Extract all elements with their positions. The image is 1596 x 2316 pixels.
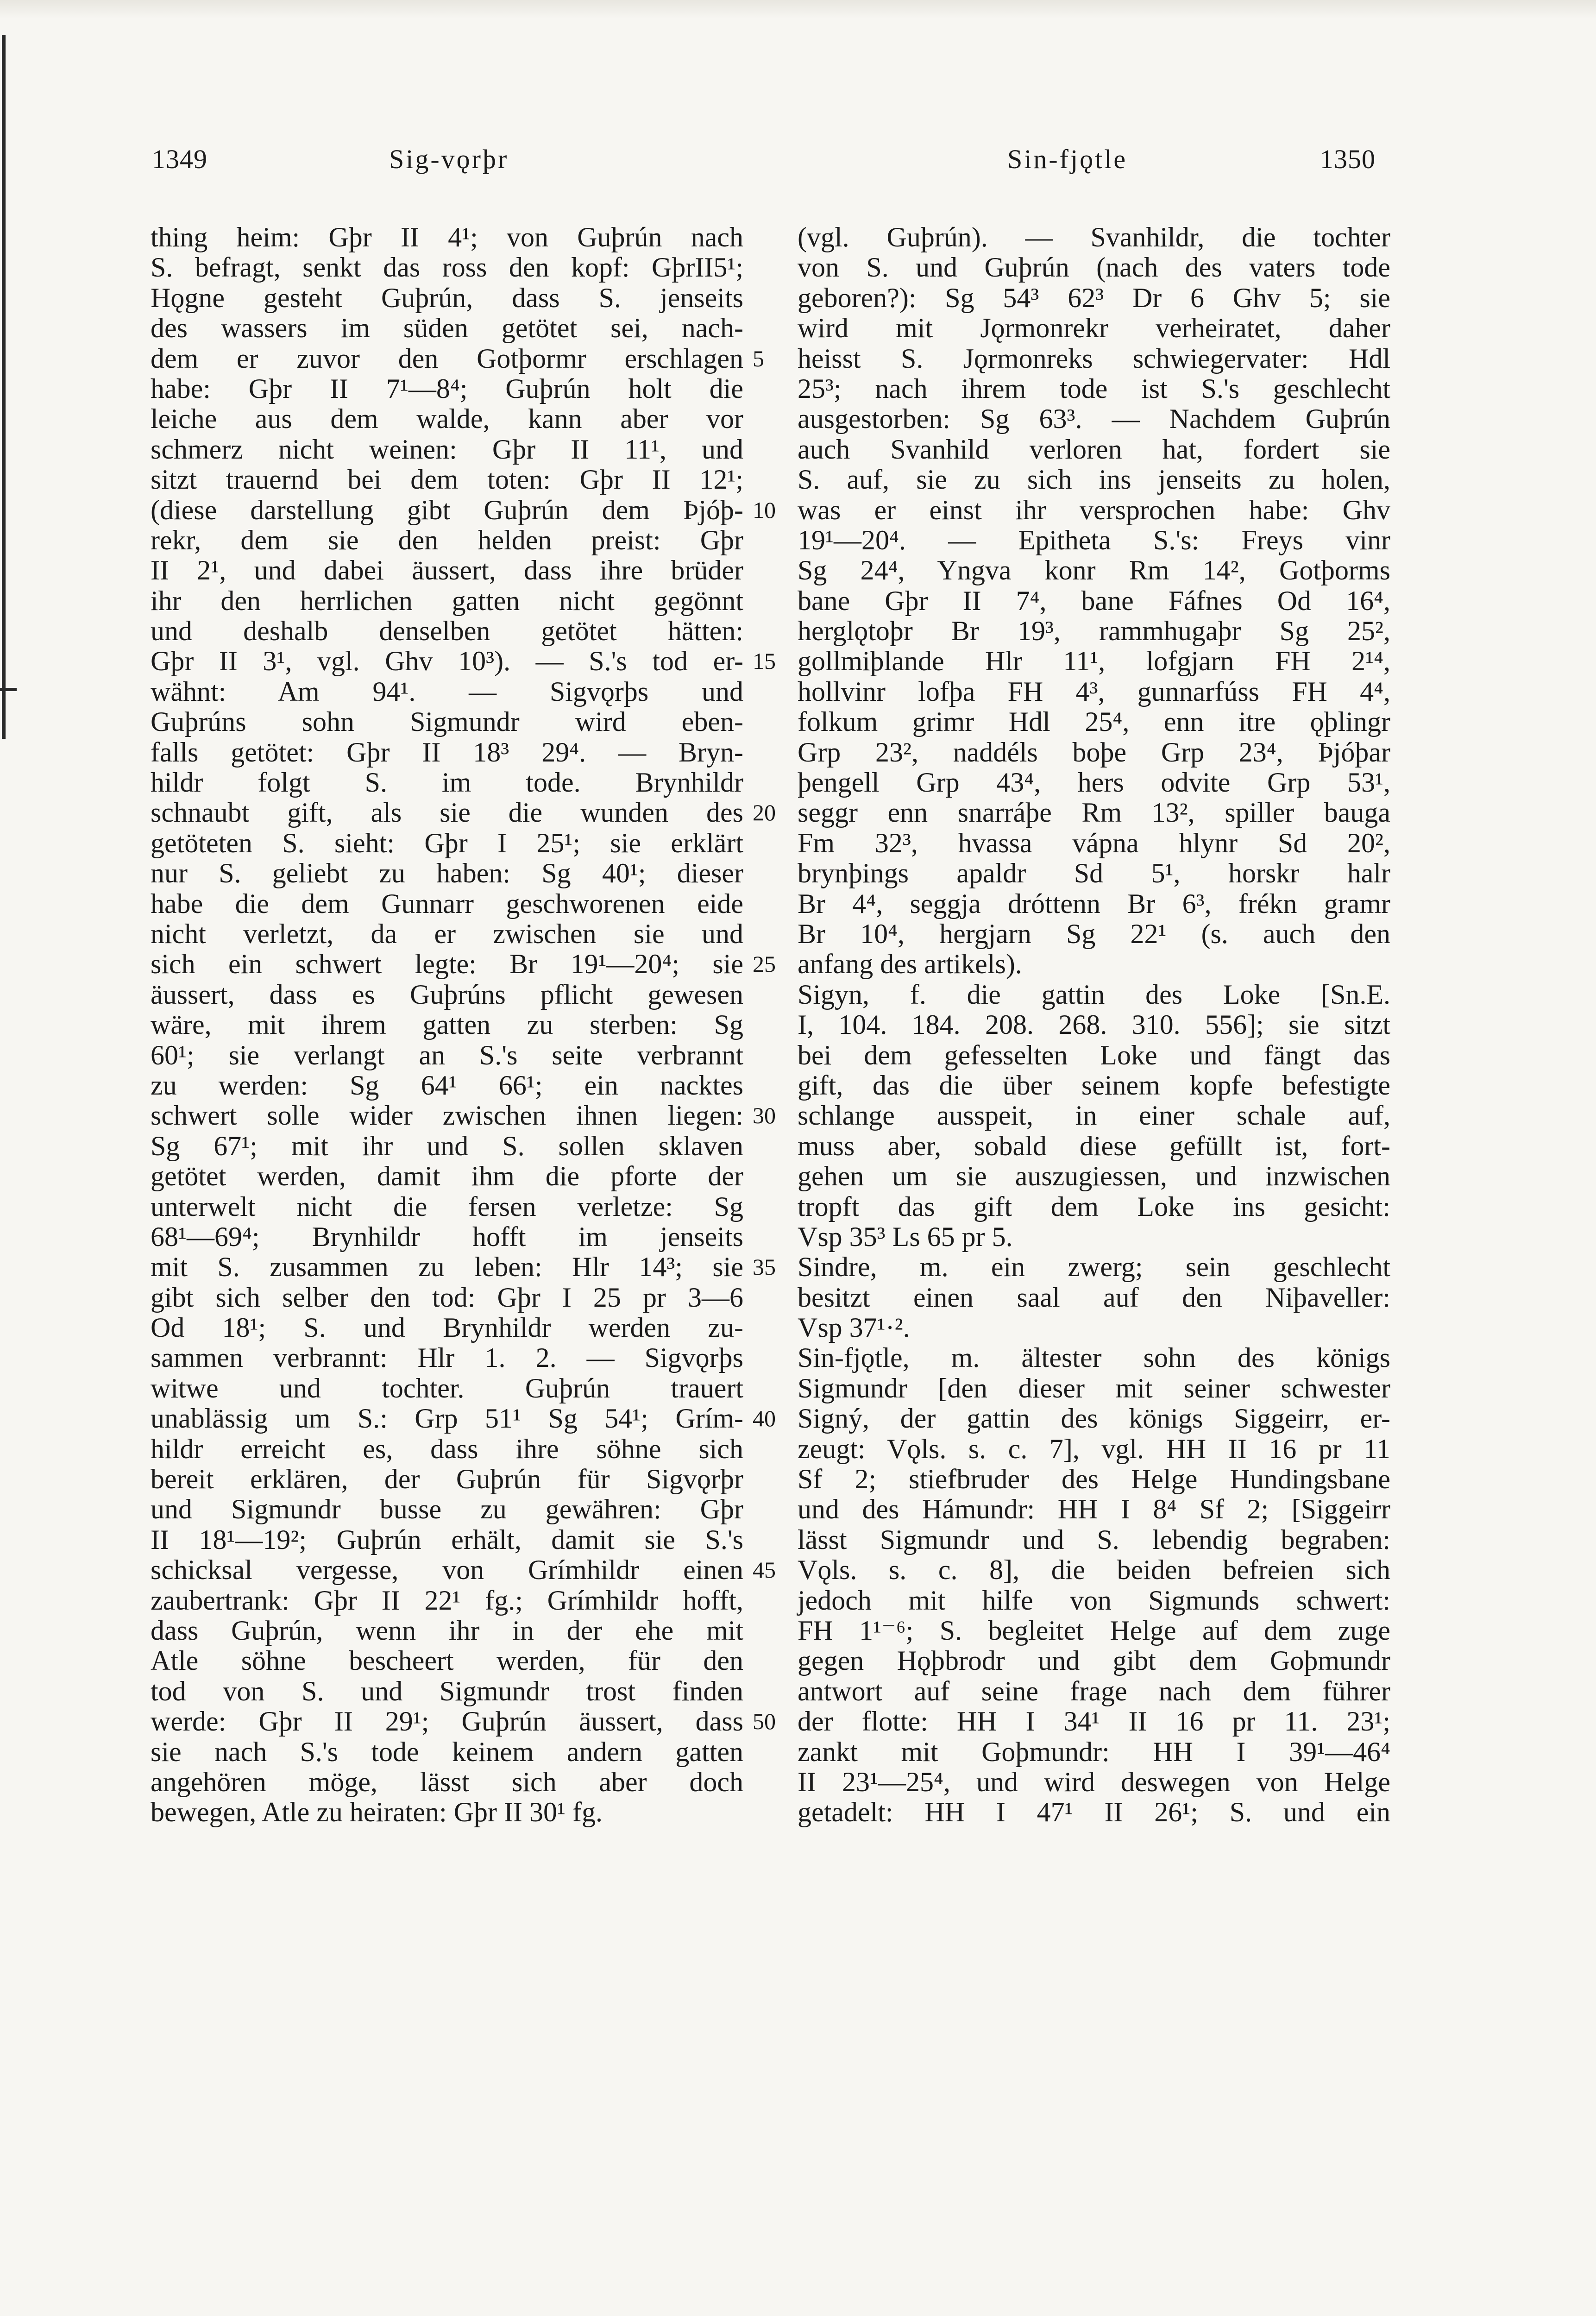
line-number [753, 919, 794, 949]
line-number [753, 980, 794, 1010]
line-number [753, 465, 794, 495]
line-number: 30 [753, 1102, 776, 1129]
line-number [753, 616, 794, 646]
text-line-left: II 2¹, und dabei äussert, dass ihre brüder [151, 555, 743, 586]
left-column [151, 222, 743, 1828]
text-line-left: schmerz nicht weinen: Gþr II 11¹, und [151, 434, 743, 465]
line-number: 40 [753, 1405, 776, 1432]
text-line-left: bereit erklären, der Guþrún für Sigvǫrþr [151, 1464, 743, 1495]
line-number: 10 [753, 497, 776, 523]
text-line-left: Guþrúns sohn Sigmundr wird eben- [151, 706, 743, 737]
line-number [753, 1676, 794, 1706]
text-line-right: tropft das gift dem Loke ins gesicht: [798, 1191, 1390, 1222]
text-line-right: gehen um sie auszugiessen, und inzwischen [798, 1161, 1390, 1192]
text-line-right: anfang des artikels). [798, 949, 1022, 980]
text-line-left: äussert, dass es Guþrúns pflicht gewesen [151, 979, 743, 1010]
text-line-right: der flotte: HH I 34¹ II 16 pr 11. 23¹; [798, 1706, 1390, 1737]
text-line-right: und des Hámundr: HH I 8⁴ Sf 2; [Siggeirr [798, 1494, 1390, 1525]
text-line-right: Sin-fjǫtle, m. ältester sohn des königs [798, 1342, 1390, 1373]
text-line-left: hildr erreicht es, dass ihre söhne sich [151, 1433, 743, 1464]
text-line-left: tod von S. und Sigmundr trost finden [151, 1675, 743, 1706]
text-line-left: und Sigmundr busse zu gewähren: Gþr [151, 1494, 743, 1525]
text-line-right: zeugt: Vǫls. s. c. 7], vgl. HH II 16 pr 11 [798, 1433, 1390, 1464]
line-number [753, 283, 794, 313]
text-line-left: dass Guþrún, wenn ihr in der ehe mit [151, 1615, 743, 1646]
line-number [753, 252, 794, 283]
text-line-left: schicksal vergesse, von Grímhildr einen [151, 1554, 743, 1586]
line-number: 50 [753, 1708, 776, 1735]
text-line-right: herglǫtoþr Br 19³, rammhugaþr Sg 25², [798, 616, 1390, 647]
text-line-right: ausgestorben: Sg 63³. — Nachdem Guþrún [798, 403, 1390, 434]
line-number [753, 1313, 794, 1343]
text-line-left: Sg 67¹; mit ihr und S. sollen sklaven [151, 1130, 743, 1161]
text-line-left: wäre, mit ihrem gatten zu sterben: Sg [151, 1009, 743, 1040]
text-line-right: Sindre, m. ein zwerg; sein geschlecht [798, 1252, 1390, 1283]
line-number [753, 1797, 794, 1827]
line-number [753, 586, 794, 616]
line-number [753, 1525, 794, 1555]
line-number [753, 1222, 794, 1252]
line-number [753, 1464, 794, 1494]
text-line-left: S. befragt, senkt das ross den kopf: GþrII5¹; [151, 252, 743, 283]
text-line-left: gibt sich selber den tod: Gþr I 25 pr 3—6 [151, 1282, 743, 1313]
text-line-right: brynþings apaldr Sd 5¹, horskr halr [798, 858, 1390, 889]
binding-rule [2, 35, 6, 739]
text-line-right: heisst S. Jǫrmonreks schwiegervater: Hdl [798, 343, 1390, 374]
text-line-right: FH 1¹⁻⁶; S. begleitet Helge auf dem zuge [798, 1615, 1390, 1646]
line-number: 35 [753, 1254, 776, 1280]
text-line-left: und deshalb denselben getötet hätten: [151, 616, 743, 647]
text-line-right: seggr enn snarráþe Rm 13², spiller bauga [798, 797, 1390, 828]
text-line-left: Gþr II 3¹, vgl. Ghv 10³). — S.'s tod er- [151, 646, 743, 677]
text-line-left: thing heim: Gþr II 4¹; von Guþrún nach [151, 222, 743, 252]
text-line-right: II 23¹—25⁴, und wird deswegen von Helge [798, 1766, 1390, 1797]
line-number: 25 [753, 951, 776, 977]
line-number [753, 374, 794, 404]
line-number [753, 1192, 794, 1222]
line-number: 15 [753, 648, 776, 674]
line-number [753, 1343, 794, 1373]
line-number: 20 [753, 799, 776, 826]
line-number [753, 828, 794, 858]
text-line-right: Fm 32³, hvassa vápna hlynr Sd 20², [798, 827, 1390, 858]
text-line-left: sitzt trauernd bei dem toten: Gþr II 12¹; [151, 464, 743, 495]
text-line-right: (vgl. Guþrún). — Svanhildr, die tochter [798, 222, 1390, 252]
text-line-right: gift, das die über seinem kopfe befestigte [798, 1070, 1390, 1101]
text-line-right: Vsp 35³ Ls 65 pr 5. [798, 1221, 1013, 1252]
text-line-right: Br 10⁴, hergjarn Sg 22¹ (s. auch den [798, 918, 1390, 949]
text-line-right: Sf 2; stiefbruder des Helge Hundingsbane [798, 1464, 1390, 1495]
text-line-right: besitzt einen saal auf den Niþaveller: [798, 1282, 1390, 1313]
line-number: 5 [753, 345, 764, 371]
line-number [753, 1283, 794, 1313]
line-number [753, 313, 794, 343]
text-line-left: sich ein schwert legte: Br 19¹—20⁴; sie [151, 949, 743, 980]
text-line-left: falls getötet: Gþr II 18³ 29⁴. — Bryn- [151, 736, 743, 768]
running-head-left: Sig-vǫrþr [389, 144, 509, 174]
text-line-left: bewegen, Atle zu heiraten: Gþr II 30¹ fg. [151, 1797, 603, 1828]
text-line-left: unablässig um S.: Grp 51¹ Sg 54¹; Grím- [151, 1403, 743, 1434]
line-number [753, 1616, 794, 1646]
text-line-left: schwert solle wider zwischen ihnen liegen: [151, 1100, 743, 1131]
text-line-right: auch Svanhild verloren hat, fordert sie [798, 434, 1390, 465]
text-line-right: Sg 24⁴, Yngva konr Rm 14², Gotþorms [798, 555, 1390, 586]
text-line-right: Sigmundr [den dieser mit seiner schwester [798, 1372, 1390, 1403]
line-number [753, 404, 794, 434]
text-line-left: dem er zuvor den Gotþormr erschlagen [151, 343, 743, 374]
text-line-right: I, 104. 184. 208. 268. 310. 556]; sie sitzt [798, 1009, 1390, 1040]
text-line-right: Grp 23², naddéls boþe Grp 23⁴, Þjóþar [798, 736, 1390, 768]
text-line-right: bane Gþr II 7⁴, bane Fáfnes Od 16⁴, [798, 585, 1390, 616]
line-number [753, 1767, 794, 1797]
text-line-right: bei dem gefesselten Loke und fängt das [798, 1039, 1390, 1070]
text-line-right: getadelt: HH I 47¹ II 26¹; S. und ein [798, 1797, 1390, 1828]
text-line-right: Vsp 37¹·². [798, 1312, 910, 1343]
text-line-left: unterwelt nicht die fersen verletze: Sg [151, 1191, 743, 1222]
line-number [753, 1010, 794, 1040]
line-number [753, 555, 794, 585]
line-number [753, 1434, 794, 1464]
line-number [753, 222, 794, 252]
binding-tick [0, 688, 17, 691]
text-line-left: habe die dem Gunnarr geschworenen eide [151, 888, 743, 919]
text-line-right: Vǫls. s. c. 8], die beiden befreien sich [798, 1554, 1390, 1586]
text-line-left: sammen verbrannt: Hlr 1. 2. — Sigvǫrþs [151, 1342, 743, 1373]
text-line-left: 60¹; sie verlangt an S.'s seite verbrannt [151, 1039, 743, 1070]
text-line-right: S. auf, sie zu sich ins jenseits zu holen, [798, 464, 1390, 495]
text-line-right: Signý, der gattin des königs Siggeirr, er- [798, 1403, 1390, 1434]
text-line-right: wird mit Jǫrmonrekr verheiratet, daher [798, 313, 1390, 344]
text-line-right: jedoch mit hilfe von Sigmunds schwert: [798, 1585, 1390, 1616]
text-line-left: 68¹—69⁴; Brynhildr hofft im jenseits [151, 1221, 743, 1252]
text-line-right: hollvinr lofþa FH 4³, gunnarfúss FH 4⁴, [798, 676, 1390, 707]
text-line-left: werde: Gþr II 29¹; Guþrún äussert, dass [151, 1706, 743, 1737]
text-line-right: gegen Hǫþbrodr und gibt dem Goþmundr [798, 1645, 1390, 1676]
text-line-left: Hǫgne gesteht Guþrún, dass S. jenseits [151, 282, 743, 313]
line-number [753, 889, 794, 919]
text-line-left: getöteten S. sieht: Gþr I 25¹; sie erklärt [151, 827, 743, 858]
text-line-left: hildr folgt S. im tode. Brynhildr [151, 767, 743, 798]
line-number [753, 1586, 794, 1616]
text-line-left: leiche aus dem walde, kann aber vor [151, 403, 743, 434]
text-line-left: schnaubt gift, als sie die wunden des [151, 797, 743, 828]
line-number [753, 737, 794, 768]
text-line-right: muss aber, sobald diese gefüllt ist, fort- [798, 1130, 1390, 1161]
text-line-right: von S. und Guþrún (nach des vaters tode [798, 252, 1390, 283]
text-line-left: angehören möge, lässt sich aber doch [151, 1766, 743, 1797]
line-number [753, 1737, 794, 1767]
text-line-left: habe: Gþr II 7¹—8⁴; Guþrún holt die [151, 373, 743, 404]
line-number-gutter [753, 222, 794, 1828]
text-line-left: ihr den herrlichen gatten nicht gegönnt [151, 585, 743, 616]
text-line-right: was er einst ihr versprochen habe: Ghv [798, 494, 1390, 525]
text-line-right: 19¹—20⁴. — Epitheta S.'s: Freys vinr [798, 524, 1390, 555]
line-number [753, 525, 794, 555]
line-number [753, 1070, 794, 1101]
right-column [798, 222, 1390, 1828]
text-line-left: nur S. geliebt zu haben: Sg 40¹; dieser [151, 858, 743, 889]
text-line-left: mit S. zusammen zu leben: Hlr 14³; sie [151, 1252, 743, 1283]
line-number [753, 1646, 794, 1676]
text-line-left: des wassers im süden getötet sei, nach- [151, 313, 743, 344]
text-line-right: geboren?): Sg 54³ 62³ Dr 6 Ghv 5; sie [798, 282, 1390, 313]
text-line-left: nicht verletzt, da er zwischen sie und [151, 918, 743, 949]
text-line-right: zankt mit Goþmundr: HH I 39¹—46⁴ [798, 1736, 1390, 1767]
line-number [753, 1494, 794, 1524]
line-number: 45 [753, 1557, 776, 1583]
line-number [753, 1161, 794, 1191]
text-line-left: getötet werden, damit ihm die pforte der [151, 1161, 743, 1192]
text-line-left: rekr, dem sie den helden preist: Gþr [151, 524, 743, 555]
line-number [753, 677, 794, 707]
text-line-right: 25³; nach ihrem tode ist S.'s geschlecht [798, 373, 1390, 404]
line-number [753, 434, 794, 465]
text-line-left: (diese darstellung gibt Guþrún dem Þjóþ- [151, 494, 743, 525]
scan-edge [0, 0, 1596, 19]
text-line-left: II 18¹—19²; Guþrún erhält, damit sie S.'s [151, 1524, 743, 1555]
text-line-right: folkum grimr Hdl 25⁴, enn itre ǫþlingr [798, 706, 1390, 737]
text-line-right: gollmiþlande Hlr 11¹, lofgjarn FH 2¹⁴, [798, 646, 1390, 677]
text-line-right: Sigyn, f. die gattin des Loke [Sn.E. [798, 979, 1390, 1010]
text-line-left: zu werden: Sg 64¹ 66¹; ein nacktes [151, 1070, 743, 1101]
text-line-left: Od 18¹; S. und Brynhildr werden zu- [151, 1312, 743, 1343]
line-number [753, 858, 794, 888]
line-number [753, 707, 794, 737]
line-number [753, 1373, 794, 1403]
line-number [753, 1131, 794, 1161]
text-line-left: witwe und tochter. Guþrún trauert [151, 1372, 743, 1403]
line-number [753, 1040, 794, 1070]
text-line-right: lässt Sigmundr und S. lebendig begraben: [798, 1524, 1390, 1555]
text-line-left: sie nach S.'s tode keinem andern gatten [151, 1736, 743, 1767]
page-number-right: 1350 [1320, 144, 1376, 174]
text-line-right: antwort auf seine frage nach dem führer [798, 1675, 1390, 1706]
text-line-left: zaubertrank: Gþr II 22¹ fg.; Grímhildr hofft, [151, 1585, 743, 1616]
line-number [753, 768, 794, 798]
text-line-right: Br 4⁴, seggja dróttenn Br 6³, frékn gramr [798, 888, 1390, 919]
page-number-left: 1349 [152, 144, 207, 174]
text-line-right: schlange ausspeit, in einer schale auf, [798, 1100, 1390, 1131]
text-line-left: Atle söhne bescheert werden, für den [151, 1645, 743, 1676]
text-line-right: þengell Grp 43⁴, hers odvite Grp 53¹, [798, 767, 1390, 798]
text-line-left: wähnt: Am 94¹. — Sigvǫrþs und [151, 676, 743, 707]
running-head-right: Sin-fjǫtle [1007, 144, 1128, 174]
